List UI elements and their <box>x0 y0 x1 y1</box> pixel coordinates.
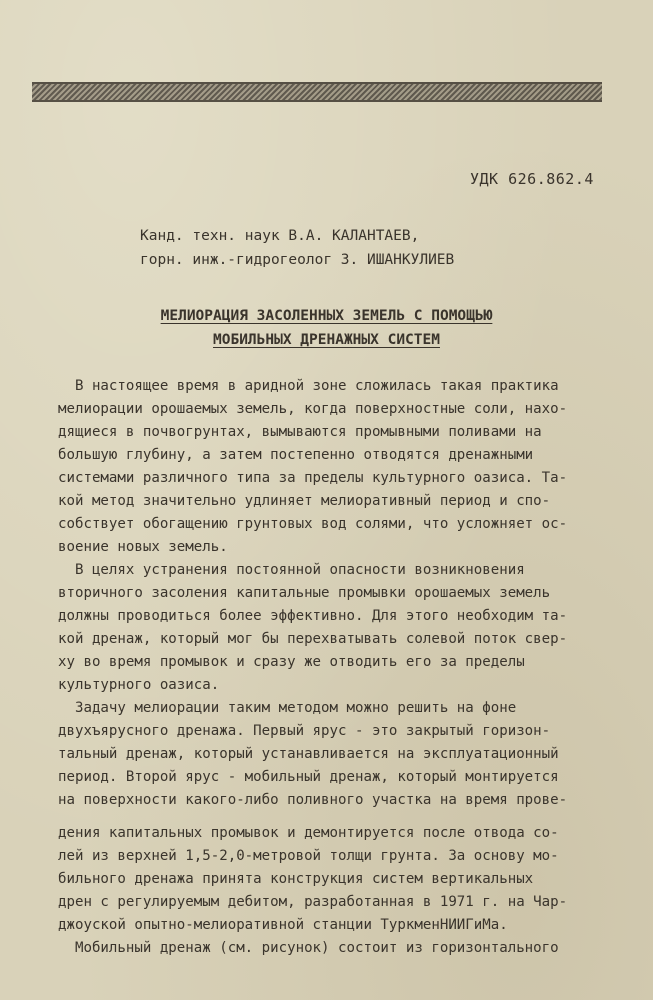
text-line: большую глубину, а затем постепенно отводятся дренажными <box>58 447 534 463</box>
text-line: должны проводиться более эффективно. Для этого необходим та- <box>58 608 568 624</box>
text-line: двухъярусного дренажа. Первый ярус - это закрытый горизон- <box>58 723 551 739</box>
text-line: В настоящее время в аридной зоне сложилась такая практика <box>58 378 559 394</box>
authors-block <box>140 224 454 272</box>
text-line: культурного оазиса. <box>58 677 220 693</box>
body-text <box>58 375 598 960</box>
text-line: кой метод значительно удлиняет мелиоративный период и спо- <box>58 493 551 509</box>
text-line: Задачу мелиорации таким методом можно решить на фоне <box>58 700 517 716</box>
text-line: период. Второй ярус - мобильный дренаж, который монтируется <box>58 769 559 785</box>
author-line: Канд. техн. наук В.А. КАЛАНТАЕВ, <box>140 228 420 244</box>
title-line: МЕЛИОРАЦИЯ ЗАСОЛЕННЫХ ЗЕМЕЛЬ С ПОМОЩЬЮ <box>160 308 493 324</box>
text-line: кой дренаж, который мог бы перехватывать солевой поток свер- <box>58 631 568 647</box>
text-line: ху во время промывок и сразу же отводить его за пределы <box>58 654 525 670</box>
text-line: тальный дренаж, который устанавливается на эксплуатационный <box>58 746 559 762</box>
text-line: на поверхности какого-либо поливного участка на время прове- <box>58 792 568 808</box>
text-line: дрен с регулируемым дебитом, разработанная в 1971 г. на Чар- <box>58 894 568 910</box>
text-line: В целях устранения постоянной опасности возникновения <box>58 562 525 578</box>
text-line: воение новых земель. <box>58 539 228 555</box>
title-line: МОБИЛЬНЫХ ДРЕНАЖНЫХ СИСТЕМ <box>213 332 440 348</box>
text-line: мелиорации орошаемых земель, когда поверхностные соли, нахо- <box>58 401 568 417</box>
text-line: дения капитальных промывок и демонтируется после отвода со- <box>58 825 559 841</box>
text-line: лей из верхней 1,5-2,0-метровой толщи грунта. За основу мо- <box>58 848 559 864</box>
text-line: бильного дренажа принята конструкция систем вертикальных <box>58 871 534 887</box>
header-rule <box>32 82 602 102</box>
text-line: Мобильный дренаж (см. рисунок) состоит из горизонтального <box>58 940 559 956</box>
text-line: собствует обогащению грунтовых вод солями, что усложняет ос- <box>58 516 568 532</box>
udk-code: УДК 626.862.4 <box>470 170 594 188</box>
text-line: вторичного засоления капитальные промывки орошаемых земель <box>58 585 551 601</box>
text-line: системами различного типа за пределы культурного оазиса. Та- <box>58 470 568 486</box>
article-title <box>0 304 653 352</box>
text-line: дящиеся в почвогрунтах, вымываются промывными поливами на <box>58 424 542 440</box>
text-line: джоуской опытно-мелиоративной станции ТуркменНИИГиМа. <box>58 917 508 933</box>
author-line: горн. инж.-гидрогеолог З. ИШАНКУЛИЕВ <box>140 252 455 268</box>
